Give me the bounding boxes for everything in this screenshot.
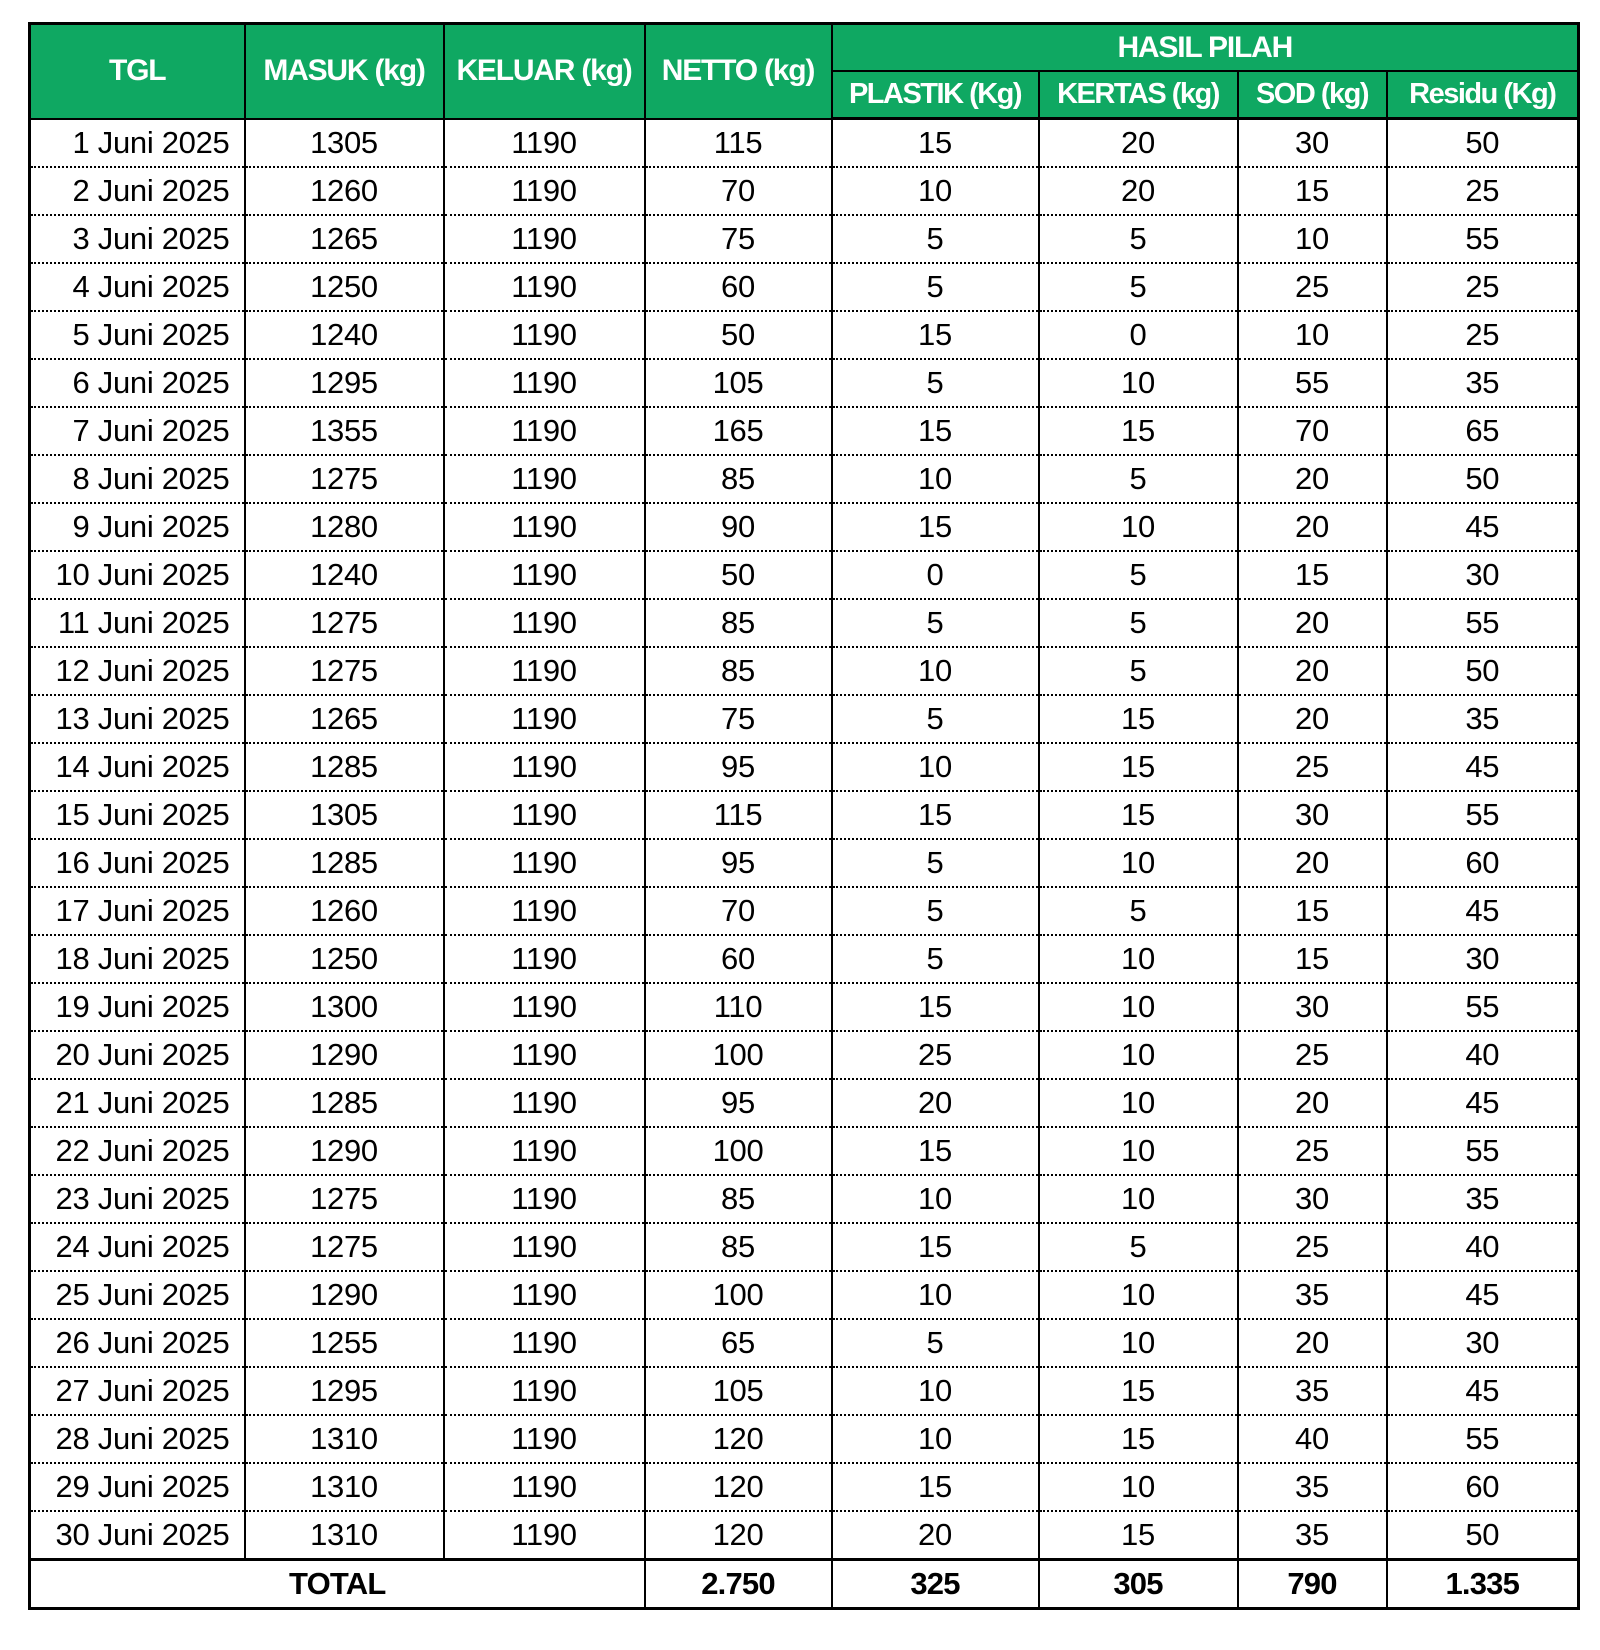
cell-tgl: 17 Juni 2025 xyxy=(30,887,245,935)
table-row xyxy=(30,983,1579,1031)
cell-kertas: 20 xyxy=(1039,119,1238,168)
cell-keluar: 1190 xyxy=(444,791,645,839)
cell-residu: 45 xyxy=(1387,1079,1579,1127)
cell-masuk: 1265 xyxy=(245,695,444,743)
cell-sod: 35 xyxy=(1238,1511,1387,1560)
cell-netto: 85 xyxy=(645,599,832,647)
cell-plastik: 5 xyxy=(832,599,1039,647)
cell-residu: 45 xyxy=(1387,1367,1579,1415)
cell-kertas: 10 xyxy=(1039,1175,1238,1223)
cell-masuk: 1295 xyxy=(245,1367,444,1415)
table-row xyxy=(30,695,1579,743)
cell-sod: 35 xyxy=(1238,1463,1387,1511)
cell-netto: 95 xyxy=(645,839,832,887)
cell-residu: 60 xyxy=(1387,1463,1579,1511)
table-row xyxy=(30,791,1579,839)
cell-netto: 165 xyxy=(645,407,832,455)
cell-kertas: 5 xyxy=(1039,551,1238,599)
cell-keluar: 1190 xyxy=(444,1367,645,1415)
cell-sod: 25 xyxy=(1238,1031,1387,1079)
table-row xyxy=(30,119,1579,168)
cell-residu: 35 xyxy=(1387,359,1579,407)
cell-kertas: 15 xyxy=(1039,1367,1238,1415)
cell-keluar: 1190 xyxy=(444,695,645,743)
cell-residu: 50 xyxy=(1387,119,1579,168)
table-row xyxy=(30,215,1579,263)
cell-residu: 50 xyxy=(1387,647,1579,695)
cell-tgl: 27 Juni 2025 xyxy=(30,1367,245,1415)
table-row xyxy=(30,935,1579,983)
cell-sod: 70 xyxy=(1238,407,1387,455)
cell-plastik: 25 xyxy=(832,1031,1039,1079)
cell-tgl: 24 Juni 2025 xyxy=(30,1223,245,1271)
cell-keluar: 1190 xyxy=(444,983,645,1031)
cell-residu: 25 xyxy=(1387,263,1579,311)
table-row xyxy=(30,407,1579,455)
table-row xyxy=(30,1367,1579,1415)
cell-plastik: 10 xyxy=(832,647,1039,695)
cell-tgl: 5 Juni 2025 xyxy=(30,311,245,359)
cell-keluar: 1190 xyxy=(444,215,645,263)
table-row xyxy=(30,1511,1579,1560)
cell-keluar: 1190 xyxy=(444,599,645,647)
cell-keluar: 1190 xyxy=(444,167,645,215)
cell-netto: 60 xyxy=(645,263,832,311)
cell-sod: 35 xyxy=(1238,1271,1387,1319)
cell-sod: 20 xyxy=(1238,647,1387,695)
cell-netto: 50 xyxy=(645,551,832,599)
cell-kertas: 15 xyxy=(1039,743,1238,791)
header-masuk: MASUK (kg) xyxy=(245,24,444,119)
cell-tgl: 2 Juni 2025 xyxy=(30,167,245,215)
cell-kertas: 15 xyxy=(1039,407,1238,455)
cell-tgl: 30 Juni 2025 xyxy=(30,1511,245,1560)
cell-masuk: 1260 xyxy=(245,167,444,215)
cell-masuk: 1300 xyxy=(245,983,444,1031)
cell-plastik: 15 xyxy=(832,503,1039,551)
table-row xyxy=(30,311,1579,359)
cell-masuk: 1285 xyxy=(245,743,444,791)
cell-kertas: 15 xyxy=(1039,695,1238,743)
cell-keluar: 1190 xyxy=(444,1079,645,1127)
cell-residu: 35 xyxy=(1387,1175,1579,1223)
cell-sod: 30 xyxy=(1238,119,1387,168)
cell-tgl: 19 Juni 2025 xyxy=(30,983,245,1031)
cell-masuk: 1305 xyxy=(245,119,444,168)
cell-sod: 55 xyxy=(1238,359,1387,407)
cell-netto: 120 xyxy=(645,1415,832,1463)
total-plastik: 325 xyxy=(832,1560,1039,1609)
cell-tgl: 11 Juni 2025 xyxy=(30,599,245,647)
cell-tgl: 22 Juni 2025 xyxy=(30,1127,245,1175)
cell-plastik: 5 xyxy=(832,935,1039,983)
cell-plastik: 10 xyxy=(832,1271,1039,1319)
cell-keluar: 1190 xyxy=(444,935,645,983)
cell-plastik: 5 xyxy=(832,839,1039,887)
cell-masuk: 1275 xyxy=(245,455,444,503)
cell-netto: 70 xyxy=(645,167,832,215)
cell-kertas: 20 xyxy=(1039,167,1238,215)
header-plastik: PLASTIK (Kg) xyxy=(832,71,1039,119)
cell-kertas: 5 xyxy=(1039,455,1238,503)
table-row xyxy=(30,647,1579,695)
cell-kertas: 5 xyxy=(1039,647,1238,695)
cell-masuk: 1310 xyxy=(245,1415,444,1463)
cell-masuk: 1275 xyxy=(245,1175,444,1223)
cell-plastik: 15 xyxy=(832,407,1039,455)
cell-netto: 85 xyxy=(645,455,832,503)
cell-residu: 65 xyxy=(1387,407,1579,455)
cell-tgl: 23 Juni 2025 xyxy=(30,1175,245,1223)
cell-plastik: 20 xyxy=(832,1511,1039,1560)
total-sod: 790 xyxy=(1238,1560,1387,1609)
cell-tgl: 15 Juni 2025 xyxy=(30,791,245,839)
cell-residu: 55 xyxy=(1387,599,1579,647)
cell-sod: 15 xyxy=(1238,167,1387,215)
cell-netto: 100 xyxy=(645,1031,832,1079)
cell-netto: 95 xyxy=(645,743,832,791)
cell-tgl: 6 Juni 2025 xyxy=(30,359,245,407)
cell-residu: 55 xyxy=(1387,791,1579,839)
cell-plastik: 10 xyxy=(832,1175,1039,1223)
cell-keluar: 1190 xyxy=(444,1463,645,1511)
cell-masuk: 1355 xyxy=(245,407,444,455)
cell-sod: 20 xyxy=(1238,599,1387,647)
cell-netto: 85 xyxy=(645,647,832,695)
table-row xyxy=(30,887,1579,935)
cell-masuk: 1275 xyxy=(245,1223,444,1271)
cell-kertas: 5 xyxy=(1039,599,1238,647)
cell-kertas: 0 xyxy=(1039,311,1238,359)
cell-masuk: 1285 xyxy=(245,839,444,887)
table-body xyxy=(30,119,1579,1560)
cell-netto: 70 xyxy=(645,887,832,935)
cell-netto: 100 xyxy=(645,1271,832,1319)
cell-residu: 55 xyxy=(1387,983,1579,1031)
cell-plastik: 5 xyxy=(832,887,1039,935)
table-row xyxy=(30,1415,1579,1463)
cell-sod: 20 xyxy=(1238,695,1387,743)
cell-plastik: 15 xyxy=(832,1223,1039,1271)
cell-residu: 45 xyxy=(1387,503,1579,551)
total-label: TOTAL xyxy=(30,1560,645,1609)
cell-netto: 90 xyxy=(645,503,832,551)
cell-residu: 30 xyxy=(1387,1319,1579,1367)
cell-kertas: 5 xyxy=(1039,887,1238,935)
cell-residu: 40 xyxy=(1387,1223,1579,1271)
cell-residu: 50 xyxy=(1387,455,1579,503)
cell-masuk: 1285 xyxy=(245,1079,444,1127)
cell-tgl: 16 Juni 2025 xyxy=(30,839,245,887)
cell-keluar: 1190 xyxy=(444,1271,645,1319)
cell-kertas: 5 xyxy=(1039,263,1238,311)
cell-keluar: 1190 xyxy=(444,455,645,503)
cell-netto: 115 xyxy=(645,791,832,839)
cell-masuk: 1240 xyxy=(245,551,444,599)
header-residu: Residu (Kg) xyxy=(1387,71,1579,119)
cell-plastik: 0 xyxy=(832,551,1039,599)
cell-sod: 15 xyxy=(1238,887,1387,935)
cell-masuk: 1265 xyxy=(245,215,444,263)
cell-tgl: 10 Juni 2025 xyxy=(30,551,245,599)
cell-tgl: 21 Juni 2025 xyxy=(30,1079,245,1127)
total-row xyxy=(30,1560,1579,1609)
cell-residu: 45 xyxy=(1387,743,1579,791)
cell-residu: 55 xyxy=(1387,1127,1579,1175)
cell-sod: 15 xyxy=(1238,935,1387,983)
header-netto: NETTO (kg) xyxy=(645,24,832,119)
cell-sod: 20 xyxy=(1238,455,1387,503)
cell-kertas: 10 xyxy=(1039,503,1238,551)
cell-keluar: 1190 xyxy=(444,743,645,791)
cell-sod: 25 xyxy=(1238,1223,1387,1271)
total-netto: 2.750 xyxy=(645,1560,832,1609)
cell-residu: 60 xyxy=(1387,839,1579,887)
cell-sod: 40 xyxy=(1238,1415,1387,1463)
table-row xyxy=(30,263,1579,311)
table-row xyxy=(30,1319,1579,1367)
table-row xyxy=(30,455,1579,503)
cell-plastik: 15 xyxy=(832,983,1039,1031)
table-row xyxy=(30,1031,1579,1079)
cell-plastik: 15 xyxy=(832,311,1039,359)
cell-plastik: 5 xyxy=(832,695,1039,743)
table-row xyxy=(30,503,1579,551)
cell-kertas: 10 xyxy=(1039,1079,1238,1127)
cell-sod: 25 xyxy=(1238,263,1387,311)
cell-masuk: 1260 xyxy=(245,887,444,935)
cell-sod: 35 xyxy=(1238,1367,1387,1415)
cell-netto: 60 xyxy=(645,935,832,983)
cell-masuk: 1275 xyxy=(245,599,444,647)
cell-netto: 100 xyxy=(645,1127,832,1175)
cell-plastik: 10 xyxy=(832,455,1039,503)
cell-netto: 50 xyxy=(645,311,832,359)
cell-tgl: 25 Juni 2025 xyxy=(30,1271,245,1319)
cell-kertas: 10 xyxy=(1039,1031,1238,1079)
table-row xyxy=(30,839,1579,887)
cell-masuk: 1290 xyxy=(245,1127,444,1175)
cell-netto: 120 xyxy=(645,1511,832,1560)
cell-plastik: 15 xyxy=(832,1127,1039,1175)
cell-tgl: 20 Juni 2025 xyxy=(30,1031,245,1079)
cell-masuk: 1250 xyxy=(245,935,444,983)
cell-masuk: 1280 xyxy=(245,503,444,551)
cell-residu: 30 xyxy=(1387,935,1579,983)
cell-residu: 45 xyxy=(1387,887,1579,935)
cell-kertas: 15 xyxy=(1039,1511,1238,1560)
total-residu: 1.335 xyxy=(1387,1560,1579,1609)
cell-sod: 30 xyxy=(1238,1175,1387,1223)
cell-netto: 85 xyxy=(645,1223,832,1271)
cell-tgl: 8 Juni 2025 xyxy=(30,455,245,503)
cell-keluar: 1190 xyxy=(444,1031,645,1079)
cell-kertas: 10 xyxy=(1039,983,1238,1031)
cell-tgl: 7 Juni 2025 xyxy=(30,407,245,455)
cell-keluar: 1190 xyxy=(444,1175,645,1223)
cell-residu: 30 xyxy=(1387,551,1579,599)
cell-residu: 25 xyxy=(1387,167,1579,215)
cell-masuk: 1310 xyxy=(245,1511,444,1560)
table-row xyxy=(30,359,1579,407)
table-row xyxy=(30,1271,1579,1319)
cell-sod: 20 xyxy=(1238,839,1387,887)
cell-masuk: 1250 xyxy=(245,263,444,311)
cell-kertas: 15 xyxy=(1039,791,1238,839)
cell-residu: 55 xyxy=(1387,215,1579,263)
cell-residu: 35 xyxy=(1387,695,1579,743)
cell-masuk: 1290 xyxy=(245,1271,444,1319)
cell-masuk: 1275 xyxy=(245,647,444,695)
cell-kertas: 5 xyxy=(1039,215,1238,263)
cell-tgl: 28 Juni 2025 xyxy=(30,1415,245,1463)
cell-tgl: 29 Juni 2025 xyxy=(30,1463,245,1511)
cell-plastik: 15 xyxy=(832,119,1039,168)
cell-plastik: 20 xyxy=(832,1079,1039,1127)
table-row xyxy=(30,599,1579,647)
table-row xyxy=(30,1079,1579,1127)
cell-masuk: 1290 xyxy=(245,1031,444,1079)
cell-plastik: 15 xyxy=(832,1463,1039,1511)
cell-plastik: 10 xyxy=(832,167,1039,215)
cell-residu: 45 xyxy=(1387,1271,1579,1319)
cell-sod: 25 xyxy=(1238,743,1387,791)
cell-residu: 55 xyxy=(1387,1415,1579,1463)
header-tgl: TGL xyxy=(30,24,245,119)
cell-sod: 20 xyxy=(1238,1319,1387,1367)
cell-keluar: 1190 xyxy=(444,407,645,455)
cell-tgl: 13 Juni 2025 xyxy=(30,695,245,743)
cell-plastik: 5 xyxy=(832,263,1039,311)
cell-sod: 25 xyxy=(1238,1127,1387,1175)
cell-netto: 85 xyxy=(645,1175,832,1223)
cell-tgl: 12 Juni 2025 xyxy=(30,647,245,695)
header-kertas: KERTAS (kg) xyxy=(1039,71,1238,119)
cell-masuk: 1305 xyxy=(245,791,444,839)
cell-netto: 105 xyxy=(645,359,832,407)
cell-keluar: 1190 xyxy=(444,647,645,695)
cell-kertas: 15 xyxy=(1039,1415,1238,1463)
cell-plastik: 10 xyxy=(832,743,1039,791)
cell-netto: 95 xyxy=(645,1079,832,1127)
cell-sod: 10 xyxy=(1238,311,1387,359)
cell-tgl: 18 Juni 2025 xyxy=(30,935,245,983)
cell-netto: 65 xyxy=(645,1319,832,1367)
cell-netto: 105 xyxy=(645,1367,832,1415)
table-row xyxy=(30,1127,1579,1175)
cell-plastik: 5 xyxy=(832,359,1039,407)
cell-plastik: 10 xyxy=(832,1415,1039,1463)
cell-keluar: 1190 xyxy=(444,311,645,359)
cell-sod: 10 xyxy=(1238,215,1387,263)
waste-sorting-table xyxy=(28,22,1580,1610)
cell-keluar: 1190 xyxy=(444,263,645,311)
header-hasil-pilah: HASIL PILAH xyxy=(832,24,1579,72)
cell-residu: 40 xyxy=(1387,1031,1579,1079)
cell-kertas: 10 xyxy=(1039,1319,1238,1367)
table-row xyxy=(30,1463,1579,1511)
cell-tgl: 3 Juni 2025 xyxy=(30,215,245,263)
cell-keluar: 1190 xyxy=(444,551,645,599)
cell-tgl: 26 Juni 2025 xyxy=(30,1319,245,1367)
cell-netto: 75 xyxy=(645,695,832,743)
table-row xyxy=(30,167,1579,215)
cell-keluar: 1190 xyxy=(444,839,645,887)
cell-tgl: 4 Juni 2025 xyxy=(30,263,245,311)
cell-plastik: 15 xyxy=(832,791,1039,839)
cell-kertas: 10 xyxy=(1039,359,1238,407)
table-row xyxy=(30,743,1579,791)
cell-tgl: 14 Juni 2025 xyxy=(30,743,245,791)
cell-masuk: 1295 xyxy=(245,359,444,407)
cell-sod: 20 xyxy=(1238,503,1387,551)
table-row xyxy=(30,551,1579,599)
table-row xyxy=(30,1223,1579,1271)
header-sod: SOD (kg) xyxy=(1238,71,1387,119)
cell-plastik: 5 xyxy=(832,1319,1039,1367)
cell-kertas: 5 xyxy=(1039,1223,1238,1271)
cell-netto: 75 xyxy=(645,215,832,263)
cell-keluar: 1190 xyxy=(444,1319,645,1367)
cell-residu: 25 xyxy=(1387,311,1579,359)
cell-keluar: 1190 xyxy=(444,359,645,407)
cell-tgl: 9 Juni 2025 xyxy=(30,503,245,551)
cell-sod: 15 xyxy=(1238,551,1387,599)
header-keluar: KELUAR (kg) xyxy=(444,24,645,119)
cell-keluar: 1190 xyxy=(444,503,645,551)
cell-kertas: 10 xyxy=(1039,1127,1238,1175)
cell-kertas: 10 xyxy=(1039,935,1238,983)
cell-tgl: 1 Juni 2025 xyxy=(30,119,245,168)
cell-kertas: 10 xyxy=(1039,1463,1238,1511)
cell-masuk: 1310 xyxy=(245,1463,444,1511)
cell-residu: 50 xyxy=(1387,1511,1579,1560)
cell-kertas: 10 xyxy=(1039,839,1238,887)
cell-sod: 30 xyxy=(1238,983,1387,1031)
cell-keluar: 1190 xyxy=(444,119,645,168)
cell-netto: 120 xyxy=(645,1463,832,1511)
cell-netto: 115 xyxy=(645,119,832,168)
cell-masuk: 1255 xyxy=(245,1319,444,1367)
cell-masuk: 1240 xyxy=(245,311,444,359)
cell-keluar: 1190 xyxy=(444,887,645,935)
cell-sod: 20 xyxy=(1238,1079,1387,1127)
cell-plastik: 10 xyxy=(832,1367,1039,1415)
table-row xyxy=(30,1175,1579,1223)
cell-keluar: 1190 xyxy=(444,1415,645,1463)
cell-keluar: 1190 xyxy=(444,1127,645,1175)
cell-sod: 30 xyxy=(1238,791,1387,839)
cell-keluar: 1190 xyxy=(444,1511,645,1560)
cell-netto: 110 xyxy=(645,983,832,1031)
total-kertas: 305 xyxy=(1039,1560,1238,1609)
cell-keluar: 1190 xyxy=(444,1223,645,1271)
cell-plastik: 5 xyxy=(832,215,1039,263)
cell-kertas: 10 xyxy=(1039,1271,1238,1319)
